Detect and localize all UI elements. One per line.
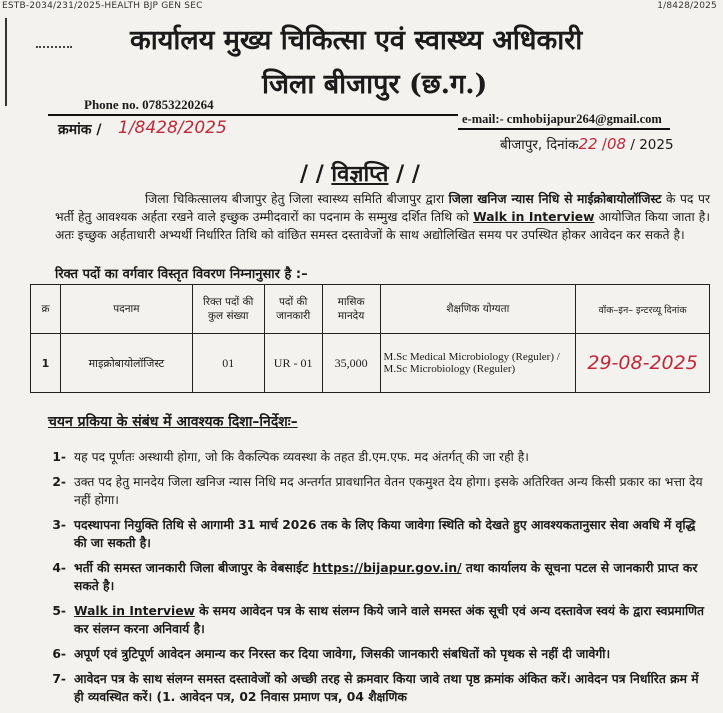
date-line: बीजापुर, दिनांक22 /08 / 2025 [500,135,674,153]
item-text: अपूर्ण एवं त्रुटिपूर्ण आवेदन अमान्य कर निरस्त कर दिया जावेगा, जिसकी जानकारी संबधितों को पृथक से नहीं दी जावेगी। [74,647,611,661]
cell-salary: 35,000 [322,334,380,393]
col-header-count: रिक्त पदों की कुल संख्या [192,285,264,334]
cell-post: माइक्रोबायोलॉजिस्ट [60,334,192,393]
cell-interview-date: 29-08-2025 [576,334,710,393]
office-title: कार्यालय मुख्य चिकित्सा एवं स्वास्थ्य अधिकारी [130,25,583,56]
notice-title-left: / / [300,161,324,187]
vacancy-table [30,284,710,393]
col-header-interview-date: वॉक–इन– इन्टरव्यू दिनांक [576,285,710,334]
item-number: 6- [52,647,66,661]
margin-mark [5,18,7,106]
website-link[interactable]: https://bijapur.gov.in/ [312,561,462,575]
walk-in-text: Walk in Interview [74,604,195,618]
date-day: 22 [578,135,598,153]
table-row [31,334,710,393]
phone-number: Phone no. 07853220264 [84,97,214,112]
punch-mark [36,46,72,54]
paragraph-part-1: जिला चिकित्सालय बीजापुर हेतु जिला स्वास्थ्य समिति बीजापुर द्वारा [145,192,449,206]
item-text: उक्त पद हेतु मानदेय जिला खनिज न्यास निधि मद अन्तर्गत प्रावधानित वेतन एकमुश्त देय होगा। इसके अतिरिक्त अन्य किसी प्रकार का भत्ता देय नहीं होगा। [74,475,703,507]
table-header-row [31,285,710,334]
list-item [28,670,708,706]
cell-qualification [380,334,576,393]
table-heading: रिक्त पदों का वर्गवार विस्तृत विवरण निम्नानुसार है :– [55,267,308,282]
paragraph-dmf: जिला खनिज न्यास निधि से [448,192,573,206]
date-month: 08 [606,135,627,153]
notice-title-right: / / [396,161,420,187]
paragraph-walk-in: Walk in Interview [473,210,595,224]
place-date-label: बीजापुर, दिनांक [500,137,579,153]
header-rule-left [48,114,458,116]
header-rule-right [458,128,670,130]
kramank-value: 1/8428/2025 [118,118,227,138]
col-header-info: पदों की जानकारी [264,285,322,334]
col-header-post: पदनाम [60,285,192,334]
qualification-line-1: M.Sc Medical Microbiology (Reguler) / [383,351,560,363]
col-header-sno: क्र [31,285,61,334]
list-item [28,473,708,509]
col-header-salary: मासिक मानदेय [322,285,380,334]
notice-paragraph [55,190,710,244]
item-number: 3- [52,518,66,532]
file-reference: ESTB-2034/231/2025-HEALTH BJP GEN SEC [2,1,203,11]
cell-sno: 1 [31,334,61,393]
item-number: 5- [52,604,66,618]
item-text-part: भर्ती की समस्त जानकारी जिला बीजापुर के वेबसाईट [74,561,313,575]
list-item [28,516,708,552]
paragraph-post-name: माईक्रोबायोलॉजिस्ट [576,192,662,206]
kramank-label: क्रमांक / [58,122,102,138]
list-item [28,645,708,663]
cell-count: 01 [192,334,264,393]
item-text-part: तथा कार्यालय के सूचना पटल से जानकारी प्राप्त कर सकते है। [74,561,698,593]
item-text: आवेदन पत्र के साथ संलग्न समस्त दस्तावेजों को अच्छी तरह से क्रमवार किया जावे तथा पृष्ठ क्रमांक अंकित करें। आवेदन पत्र निर्धारित क्रम में ही व्यवस्थित करें। (1. आवेदन पत्र, 02 निवास प्रमाण पत्र, 04 शैक्षणिक [74,672,699,704]
list-item [28,559,708,595]
email-address: e-mail:- cmhobijapur264@gmail.com [462,112,662,126]
item-text [74,559,708,595]
col-header-qualification: शैक्षणिक योग्यता [380,285,576,334]
notice-title [300,158,420,188]
date-year: / 2025 [630,137,674,153]
file-number-top: 1/8428/2025 [657,1,717,11]
paragraph-part-3: आयोजित किया जाता है। अतः इच्छुक अर्हताधारी अभ्यर्थी निर्धारित तिथि को वांछित समस्त दस्तावेजों के साथ अद्योलिखित समय पर उपस्थित होकर आवेदन कर सकते है। [55,210,710,242]
notice-title-text: विज्ञप्ति [331,161,389,187]
item-number: 1- [52,450,66,464]
paragraph-part-2: के पद पर भर्ती हेतु आवश्यक अर्हता रखने वाले इच्छुक उम्मीदवारों का पदनाम के सम्मुख दर्शित तिथि को [55,192,710,224]
district-title: जिला बीजापुर (छ.ग.) [262,69,488,100]
item-number: 4- [52,561,66,575]
item-text: पदस्थापना नियुक्ति तिथि से आगामी 31 मार्च 2026 तक के लिए किया जावेगा स्थिति को देखते हुए आवश्यकतानुसार सेवा अवधि में वृद्धि की जा सकती है। [74,518,696,550]
guidelines-list [28,448,708,713]
cell-info: UR - 01 [264,334,322,393]
list-item [28,602,708,638]
item-text-part: के समय आवेदन पत्र के साथ संलग्न किये जाने वाले समस्त अंक सूची एवं अन्य दस्तावेज स्वयं के द्वारा स्वप्रमाणित कर संलग्न करना अनिवार्य है। [74,604,705,636]
item-text: यह पद पूर्णतः अस्थायी होगा, जो कि वैकल्पिक व्यवस्था के तहत डी.एम.एफ. मद अंतर्गत् की जा रही है। [74,450,529,464]
list-item [28,448,708,466]
item-number: 2- [52,475,66,489]
guidelines-title: चयन प्रकिया के संबंध में आवश्यक दिशा–निर्देशः– [48,414,298,430]
qualification-line-2: M.Sc Microbiology (Reguler) [383,363,516,375]
item-number: 7- [52,672,66,686]
item-text [74,602,708,638]
